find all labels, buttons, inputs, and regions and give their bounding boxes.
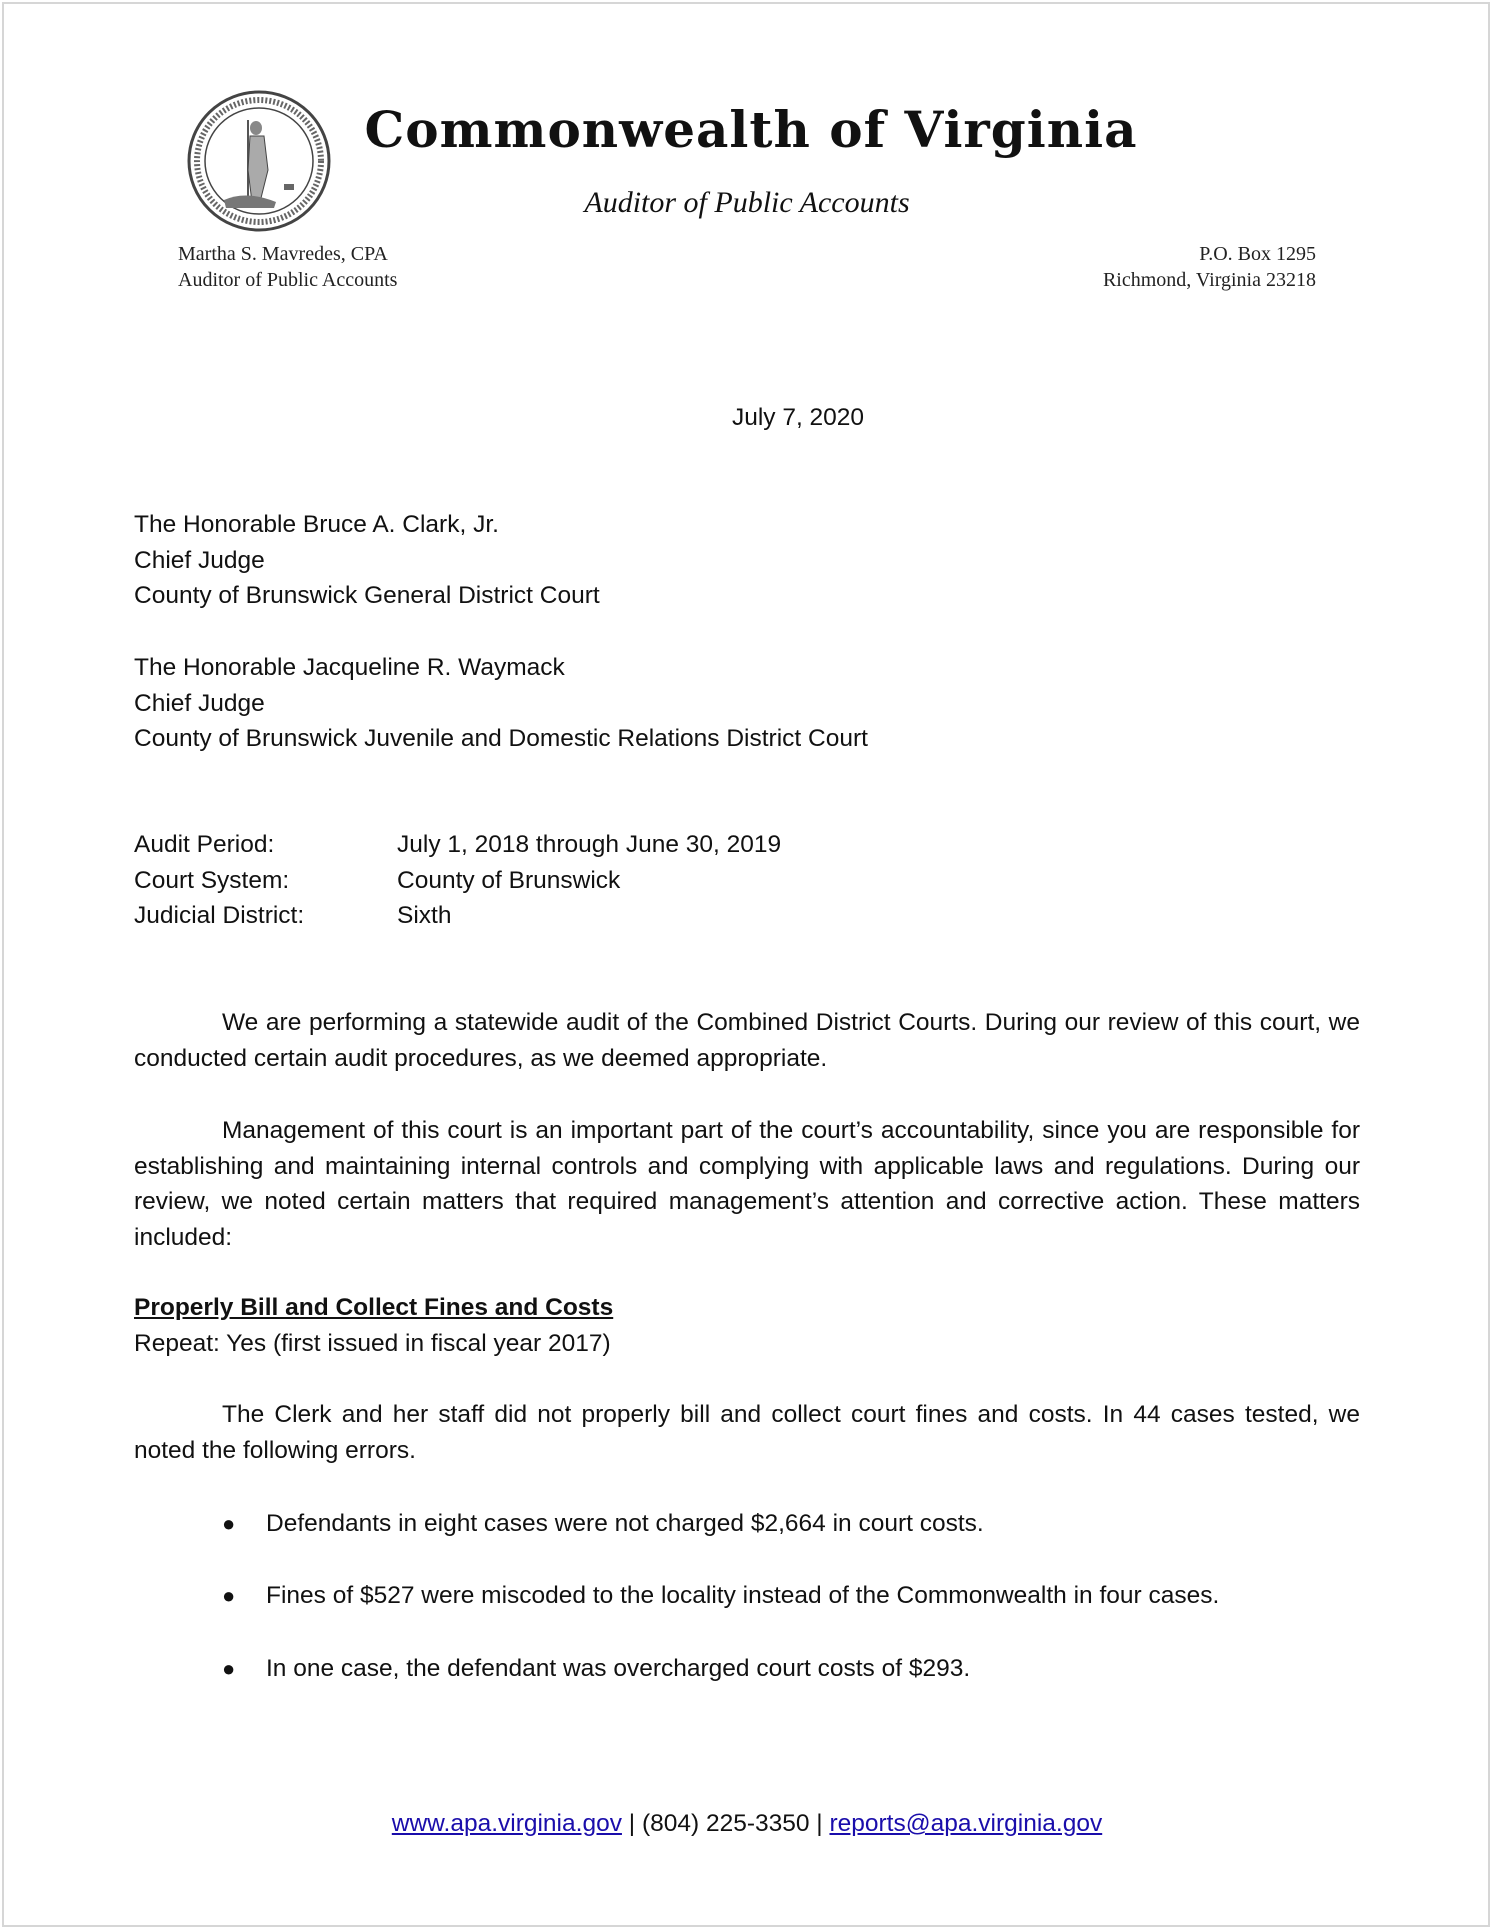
finding-repeat: Repeat: Yes (first issued in fiscal year 2017) — [134, 1329, 611, 1357]
paragraph-management — [134, 1113, 1360, 1256]
letter-date: July 7, 2020 — [731, 404, 865, 431]
paragraph-intro — [134, 1005, 1360, 1076]
bullet-icon: ● — [222, 1583, 236, 1608]
city-state-zip: Richmond, Virginia 23218 — [1102, 269, 1316, 291]
paragraph-text: The Clerk and her staff did not properly bill and collect court fines and costs. In 44 cases tested, we noted the following errors. — [134, 1401, 1360, 1464]
court-system-value: County of Brunswick — [397, 866, 621, 894]
recipient-block-1 — [134, 507, 600, 614]
audit-period-value: July 1, 2018 through June 30, 2019 — [397, 831, 782, 858]
recipient-court: County of Brunswick General District Court — [134, 582, 600, 610]
bullet-icon: ● — [222, 1511, 236, 1536]
recipient-court: County of Brunswick Juvenile and Domestic Relations District Court — [134, 725, 868, 753]
paragraph-text: Management of this court is an important part of the court’s accountability, since you are responsible for establishing and maintaining internal controls and complying with applicable laws and regulations. During our review, we noted certain matters that required management’s attention and corrective action. These matters included: — [134, 1117, 1360, 1252]
bullet-text: Fines of $527 were miscoded to the locality instead of the Commonwealth in four cases. — [266, 1582, 1220, 1609]
finding-header — [134, 1290, 613, 1361]
phone-number: (804) 225-3350 — [641, 1810, 810, 1837]
footer — [0, 1806, 1494, 1842]
audit-info — [134, 827, 781, 934]
bullet-text: In one case, the defendant was overcharged court costs of $293. — [266, 1655, 971, 1682]
separator: | — [809, 1810, 830, 1837]
auditor-name: Martha S. Mavredes, CPA — [178, 243, 388, 265]
letterhead-title: Commonwealth of Virginia — [364, 100, 1138, 159]
bullet-item — [222, 1578, 1219, 1614]
finding-paragraph — [134, 1397, 1360, 1468]
letterhead-subtitle: Auditor of Public Accounts — [584, 186, 910, 219]
auditor-title: Auditor of Public Accounts — [178, 269, 398, 291]
recipient-block-2 — [134, 650, 868, 757]
court-system-label: Court System: — [134, 866, 290, 894]
judicial-district-row — [134, 898, 781, 934]
website-link[interactable]: www.apa.virginia.gov — [391, 1810, 622, 1837]
auditor-block — [178, 241, 397, 293]
paragraph-text: We are performing a statewide audit of the Combined District Courts. During our review of this court, we conducted certain audit procedures, as we deemed appropriate. — [134, 1009, 1360, 1072]
judicial-district-label: Judicial District: — [134, 902, 305, 930]
judicial-district-value: Sixth — [397, 902, 452, 930]
court-system-row — [134, 863, 781, 899]
recipient-title: Chief Judge — [134, 546, 265, 574]
address-block — [1103, 241, 1316, 293]
po-box: P.O. Box 1295 — [1199, 243, 1316, 265]
bullet-icon: ● — [222, 1656, 236, 1681]
recipient-name: The Honorable Jacqueline R. Waymack — [134, 654, 565, 681]
email-link[interactable]: reports@apa.virginia.gov — [829, 1810, 1103, 1837]
separator: | — [621, 1810, 642, 1837]
audit-period-label: Audit Period: — [134, 831, 275, 858]
bullet-item — [222, 1651, 970, 1687]
bullet-item — [222, 1506, 984, 1542]
finding-heading: Properly Bill and Collect Fines and Costs — [134, 1294, 614, 1321]
recipient-name: The Honorable Bruce A. Clark, Jr. — [134, 511, 499, 538]
recipient-title: Chief Judge — [134, 689, 265, 717]
audit-period-row — [134, 827, 781, 863]
bullet-text: Defendants in eight cases were not charged $2,664 in court costs. — [266, 1510, 984, 1537]
